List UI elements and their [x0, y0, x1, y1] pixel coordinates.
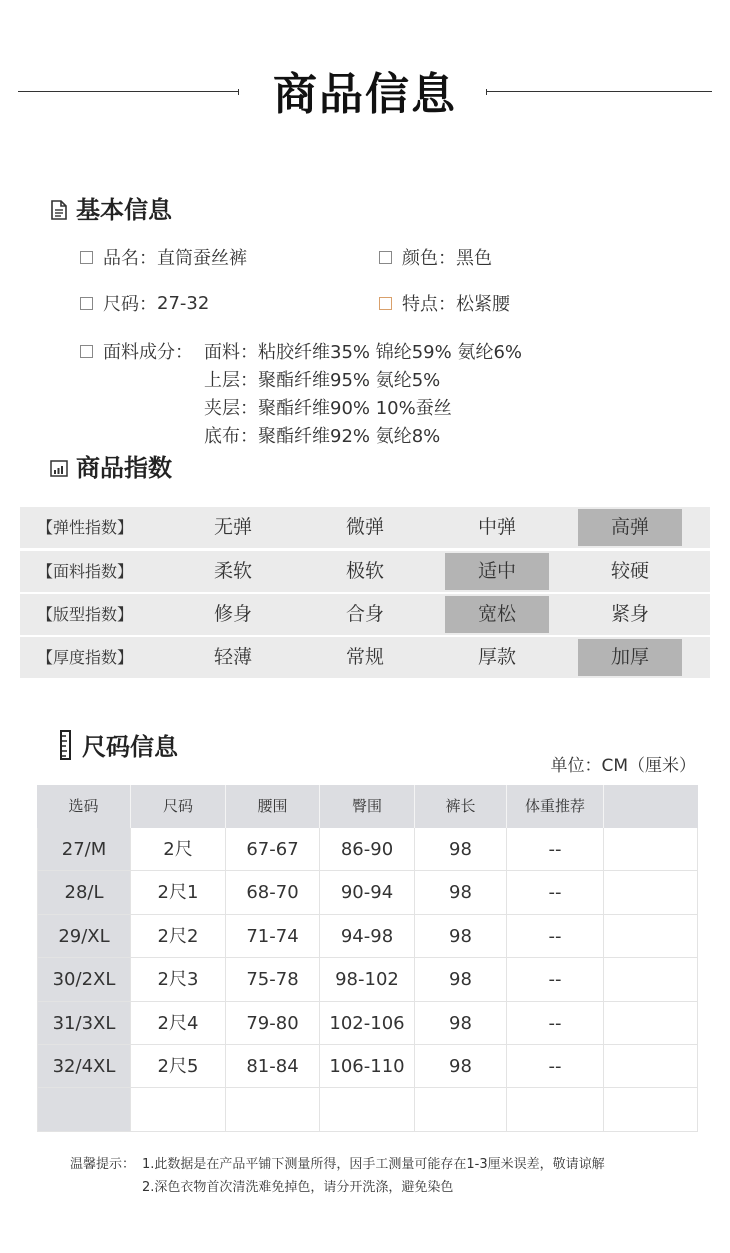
size-table-header-cell: 臀围 [320, 785, 415, 828]
size-table-row-header-cell: 28/L [37, 871, 131, 914]
index-option: 中弹 [477, 516, 516, 538]
index-option: 加厚 [578, 639, 682, 676]
size-table-cell: 94-98 [320, 915, 415, 958]
index-row-elasticity [20, 507, 710, 548]
index-option: 柔软 [213, 560, 252, 582]
size-table-header-cell: 尺码 [131, 785, 226, 828]
size-table-cell: -- [507, 1045, 604, 1088]
name-value: 直筒蚕丝裤 [157, 248, 247, 269]
composition-line: 夹层：聚酯纤维90% 10%蚕丝 [204, 398, 452, 419]
index-option: 宽松 [445, 596, 549, 633]
size-table-header-cell: 体重推荐 [507, 785, 604, 828]
composition-line: 上层：聚酯纤维95% 氨纶5% [204, 370, 441, 391]
size-table-cell: 2尺2 [131, 915, 226, 958]
feature-value: 松紧腰 [456, 294, 510, 315]
size-label: 尺码： [103, 294, 157, 315]
index-option: 轻薄 [213, 646, 252, 668]
index-option: 修身 [213, 603, 252, 625]
size-table-cell: 67-67 [226, 828, 320, 871]
checkbox-icon [80, 345, 93, 358]
unit-label: 单位：CM（厘米） [550, 756, 696, 776]
size-table-cell: -- [507, 828, 604, 871]
size-value: 27-32 [157, 292, 210, 314]
index-option: 微弹 [345, 516, 384, 538]
size-table-cell: 2尺5 [131, 1045, 226, 1088]
size-table-cell: -- [507, 958, 604, 1001]
color-value: 黑色 [456, 248, 492, 269]
index-option: 无弹 [213, 516, 252, 538]
size-table-cell [604, 1045, 698, 1088]
size-table-cell: 2尺 [131, 828, 226, 871]
size-table-cell [604, 828, 698, 871]
index-option: 高弹 [578, 509, 682, 546]
composition-line: 面料：粘胶纤维35% 锦纶59% 氨纶6% [204, 342, 523, 363]
note-line-1: 1.此数据是在产品平铺下测量所得，因手工测量可能存在1-3厘米误差，敬请谅解 [142, 1157, 605, 1172]
size-table-cell: 2尺1 [131, 871, 226, 914]
size-table-header-cell [604, 785, 698, 828]
size-table-header-cell: 裤长 [415, 785, 507, 828]
size-table-cell [604, 1002, 698, 1045]
index-option: 常规 [345, 646, 384, 668]
composition-line: 底布：聚酯纤维92% 氨纶8% [204, 426, 441, 447]
size-table-header-cell: 腰围 [226, 785, 320, 828]
index-row-fit [20, 594, 710, 635]
size-table-row-header-cell: 32/4XL [37, 1045, 131, 1088]
index-row-label: 【版型指数】 [36, 605, 133, 624]
size-table-cell: 2尺3 [131, 958, 226, 1001]
size-table-row-header-cell: 30/2XL [37, 958, 131, 1001]
size-table-cell [415, 1088, 507, 1131]
feature-label: 特点： [402, 294, 456, 315]
size-table-cell: 68-70 [226, 871, 320, 914]
size-table-cell: 98 [415, 1002, 507, 1045]
size-table-cell [604, 915, 698, 958]
size-table-header-cell: 选码 [37, 785, 131, 828]
size-table-cell: 98 [415, 958, 507, 1001]
size-table-cell: 102-106 [320, 1002, 415, 1045]
size-table [37, 785, 698, 1132]
ruler-icon [60, 730, 74, 760]
name-field [80, 244, 247, 270]
index-option: 适中 [445, 553, 549, 590]
size-table-cell: 75-78 [226, 958, 320, 1001]
index-option: 较硬 [610, 560, 649, 582]
size-table-cell [507, 1088, 604, 1131]
size-table-cell: 98-102 [320, 958, 415, 1001]
size-table-row-header-cell: 27/M [37, 828, 131, 871]
page-title: 商品信息 [273, 69, 457, 120]
index-row-fabric [20, 551, 710, 592]
size-table-row-header-cell: 29/XL [37, 915, 131, 958]
index-option: 极软 [345, 560, 384, 582]
index-option: 合身 [345, 603, 384, 625]
size-table-cell: 98 [415, 1045, 507, 1088]
size-table-cell [320, 1088, 415, 1131]
document-icon [50, 198, 68, 218]
note-prefix: 温馨提示： [70, 1157, 136, 1172]
size-table-row-header-cell [37, 1088, 131, 1131]
note-line-2: 2.深色衣物首次清洗难免掉色，请分开洗涤，避免染色 [142, 1180, 454, 1195]
index-title: 商品指数 [76, 454, 172, 482]
size-info-title: 尺码信息 [82, 733, 178, 761]
index-row-label: 【弹性指数】 [36, 518, 133, 537]
size-table-cell [226, 1088, 320, 1131]
size-table-cell: 86-90 [320, 828, 415, 871]
basic-info-title: 基本信息 [76, 196, 172, 224]
size-table-cell: 98 [415, 915, 507, 958]
index-row-label: 【厚度指数】 [36, 648, 133, 667]
size-table-cell [131, 1088, 226, 1131]
checkbox-icon [379, 251, 392, 264]
size-table-cell: -- [507, 915, 604, 958]
size-table-cell [604, 871, 698, 914]
index-option: 紧身 [610, 603, 649, 625]
name-label: 品名： [103, 248, 157, 269]
checkbox-icon [80, 251, 93, 264]
basic-info-heading [50, 190, 172, 225]
size-table-cell: 98 [415, 828, 507, 871]
size-table-cell: 79-80 [226, 1002, 320, 1045]
size-table-cell: 81-84 [226, 1045, 320, 1088]
size-table-cell: 90-94 [320, 871, 415, 914]
size-table-cell: -- [507, 1002, 604, 1045]
feature-field [379, 290, 510, 316]
size-table-cell: 2尺4 [131, 1002, 226, 1045]
index-option: 厚款 [477, 646, 516, 668]
size-table-row-header-cell: 31/3XL [37, 1002, 131, 1045]
composition-label: 面料成分： [103, 342, 193, 363]
size-table-cell [604, 1088, 698, 1131]
bar-chart-icon [50, 456, 68, 476]
size-table-cell [604, 958, 698, 1001]
size-table-cell: 71-74 [226, 915, 320, 958]
checkbox-icon [80, 297, 93, 310]
index-heading [50, 448, 172, 483]
color-field [379, 244, 492, 270]
index-row-thickness [20, 637, 710, 678]
size-table-cell: 98 [415, 871, 507, 914]
size-info-heading [60, 727, 178, 762]
size-table-cell: -- [507, 871, 604, 914]
size-field [80, 290, 209, 316]
index-row-label: 【面料指数】 [36, 562, 133, 581]
composition-field [80, 338, 193, 364]
size-table-cell: 106-110 [320, 1045, 415, 1088]
color-label: 颜色： [402, 248, 456, 269]
checkbox-icon [379, 297, 392, 310]
